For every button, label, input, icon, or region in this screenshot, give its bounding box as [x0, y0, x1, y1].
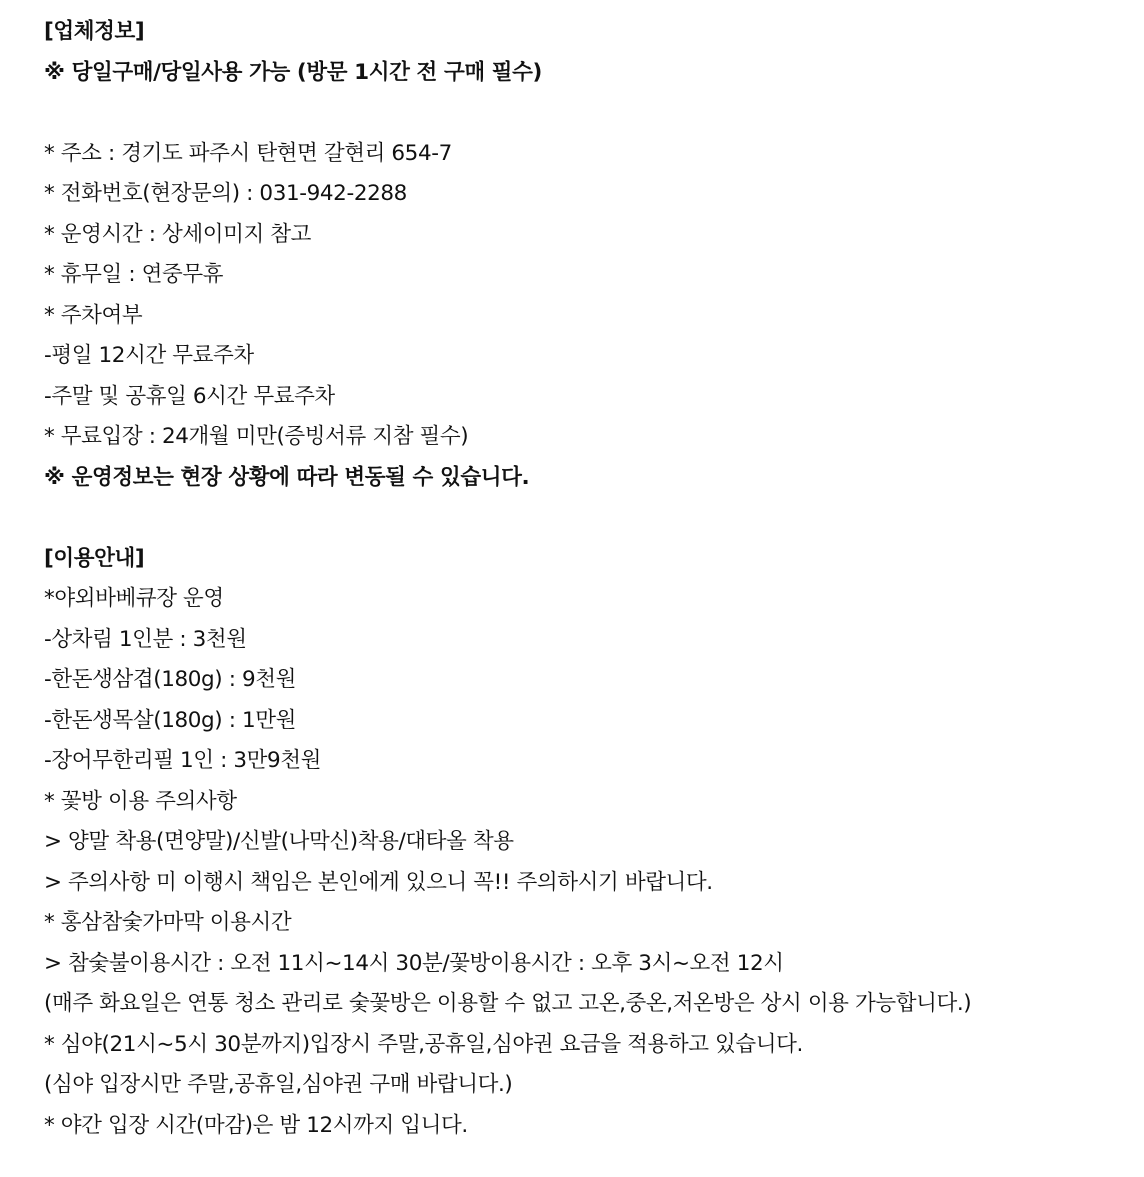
free-entry-line: * 무료입장 : 24개월 미만(증빙서류 지참 필수) — [44, 424, 469, 449]
company-info-heading: [업체정보] — [44, 19, 145, 44]
flower-room-caution-line: * 꽃방 이용 주의사항 — [44, 788, 237, 814]
change-notice: ※ 운영정보는 현장 상황에 따라 변동될 수 있습니다. — [44, 464, 530, 490]
parking-line: * 주차여부 — [44, 302, 143, 328]
kiln-hours-line: > 참숯불이용시간 : 오전 11시~14시 30분/꽃방이용시간 : 오후 3시~오전 12시 — [44, 950, 784, 976]
tuesday-cleaning-line: (매주 화요일은 연통 청소 관리로 숯꽃방은 이용할 수 없고 고온,중온,저온방은 상시 이용 가능합니다.) — [44, 991, 972, 1016]
responsibility-line: > 주의사항 미 이행시 책임은 본인에게 있으니 꼭!! 주의하시기 바랍니다. — [44, 869, 713, 895]
parking-weekday-line: -평일 12시간 무료주차 — [44, 343, 254, 368]
bbq-line: *야외바베큐장 운영 — [44, 586, 224, 611]
pork-belly-line: -한돈생삼겹(180g) : 9천원 — [44, 667, 296, 692]
parking-weekend-line: -주말 및 공휴일 6시간 무료주차 — [44, 383, 335, 409]
dress-code-line: > 양말 착용(면양말)/신발(나막신)착용/대타올 착용 — [44, 829, 514, 854]
kiln-hours-title-line: * 홍삼참숯가마막 이용시간 — [44, 910, 292, 935]
hours-line: * 운영시간 : 상세이미지 참고 — [44, 221, 311, 247]
last-entry-line: * 야간 입장 시간(마감)은 밤 12시까지 입니다. — [44, 1112, 468, 1138]
late-night-fee-line: * 심야(21시~5시 30분까지)입장시 주말,공휴일,심야권 요금을 적용하고 있습니다. — [44, 1031, 803, 1057]
late-night-purchase-line: (심야 입장시만 주말,공휴일,심야권 구매 바랍니다.) — [44, 1072, 513, 1097]
phone-line: * 전화번호(현장문의) : 031-942-2288 — [44, 181, 407, 206]
pork-neck-line: -한돈생목살(180g) : 1만원 — [44, 707, 296, 733]
address-line: * 주소 : 경기도 파주시 탄현면 갈현리 654-7 — [44, 140, 452, 166]
eel-line: -장어무한리필 1인 : 3만9천원 — [44, 748, 322, 773]
table-setting-line: -상차림 1인분 : 3천원 — [44, 626, 247, 652]
spacer — [44, 498, 1144, 539]
spacer — [44, 93, 1144, 134]
closed-days-line: * 휴무일 : 연중무휴 — [44, 262, 224, 287]
usage-guide-heading: [이용안내] — [44, 545, 145, 571]
purchase-notice: ※ 당일구매/당일사용 가능 (방문 1시간 전 구매 필수) — [44, 59, 542, 85]
